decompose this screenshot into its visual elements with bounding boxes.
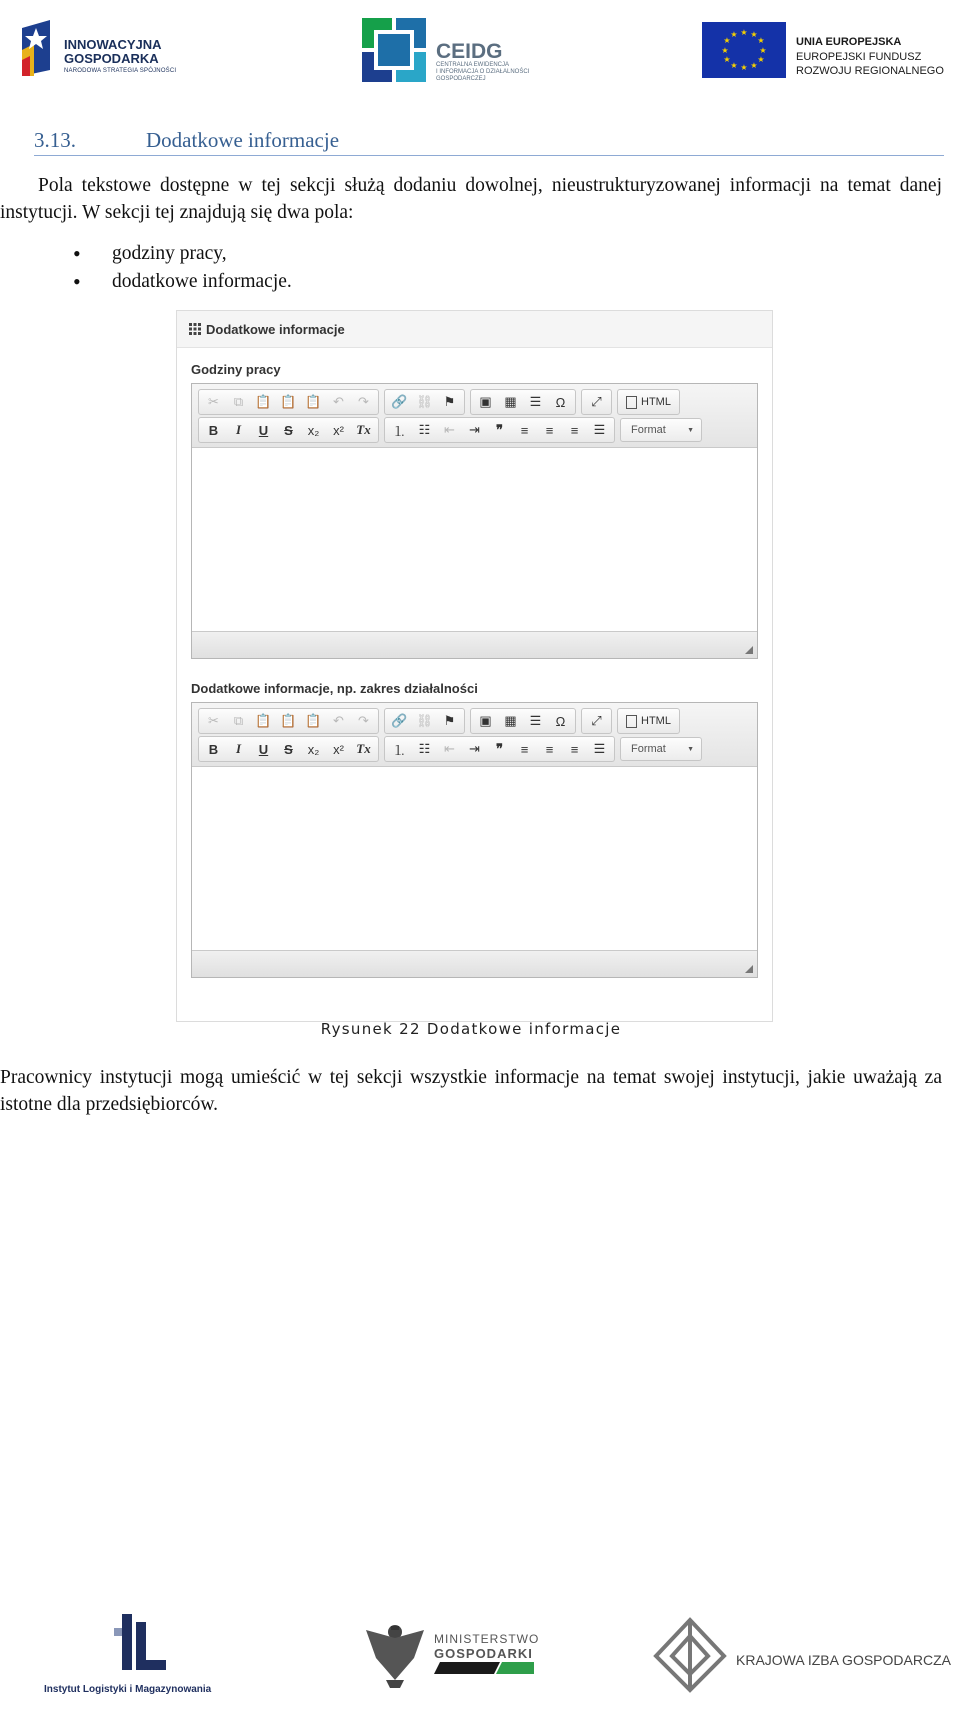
- editor-status-bar: [192, 951, 757, 977]
- html-label: HTML: [641, 715, 671, 727]
- mg-line1: MINISTERSTWO: [434, 1632, 540, 1646]
- editor-text-area[interactable]: [192, 448, 757, 632]
- unlink-icon[interactable]: ⛓: [416, 394, 433, 409]
- maximize-icon[interactable]: ⤢: [591, 713, 602, 728]
- document-icon: [626, 396, 637, 409]
- cut-icon[interactable]: ✂: [208, 394, 219, 409]
- align-right-icon[interactable]: ≡: [570, 741, 579, 757]
- section-heading: [34, 128, 944, 156]
- rich-text-editor-godziny: [191, 383, 758, 659]
- ue-line2: EUROPEJSKI FUNDUSZ: [796, 51, 922, 63]
- svg-text:★: ★: [750, 30, 758, 39]
- svg-text:★: ★: [740, 28, 748, 37]
- image-icon[interactable]: ▣: [479, 394, 492, 409]
- svg-text:★: ★: [723, 36, 731, 45]
- align-right-icon[interactable]: ≡: [570, 422, 579, 438]
- field-label-godziny: Godziny pracy: [191, 362, 281, 377]
- panel-header: [177, 311, 772, 348]
- maximize-icon[interactable]: ⤢: [591, 394, 602, 409]
- ministerstwo-gospodarki-logo: [362, 1618, 542, 1692]
- subscript-button[interactable]: x₂: [307, 741, 320, 757]
- indent-icon[interactable]: ⇥: [469, 741, 480, 756]
- field-label-dodatkowe: Dodatkowe informacje, np. zakres działalności: [191, 681, 478, 696]
- align-justify-icon[interactable]: ☰: [593, 741, 606, 756]
- eu-flag-icon: [702, 22, 786, 78]
- horizontal-line-icon[interactable]: ☰: [529, 713, 542, 728]
- chevron-down-icon: ▼: [687, 426, 694, 434]
- unlink-icon[interactable]: ⛓: [416, 713, 433, 728]
- copy-icon[interactable]: ⧉: [233, 394, 244, 409]
- numbered-list-icon[interactable]: ⒈: [392, 742, 406, 758]
- italic-button[interactable]: I: [235, 741, 242, 756]
- italic-button[interactable]: I: [235, 422, 242, 437]
- link-icon[interactable]: 🔗: [391, 394, 408, 409]
- format-select[interactable]: [620, 737, 702, 761]
- ceidg-sub-line1: CENTRALNA EWIDENCJA: [436, 62, 510, 68]
- paste-word-icon[interactable]: 📋: [305, 394, 322, 409]
- mg-line2: GOSPODARKI: [434, 1646, 533, 1661]
- paste-icon[interactable]: 📋: [255, 713, 272, 728]
- align-left-icon[interactable]: ≡: [520, 422, 529, 438]
- align-justify-icon[interactable]: ☰: [593, 422, 606, 437]
- bullet-item: • dodatkowe informacje.: [70, 268, 292, 296]
- editor-text-area[interactable]: [192, 767, 757, 951]
- subscript-button[interactable]: x₂: [307, 422, 320, 438]
- svg-text:★: ★: [723, 55, 731, 64]
- bullet-list: [70, 240, 292, 296]
- bold-button[interactable]: B: [208, 422, 219, 438]
- horizontal-line-icon[interactable]: ☰: [529, 394, 542, 409]
- blockquote-icon[interactable]: ❞: [496, 741, 503, 756]
- mg-stripe-icon: [434, 1662, 534, 1674]
- section-title: Dodatkowe informacje: [146, 128, 340, 152]
- bullet-list-icon[interactable]: ☷: [418, 422, 431, 437]
- align-center-icon[interactable]: ≡: [545, 422, 554, 438]
- page-footer: [0, 1610, 960, 1700]
- svg-text:★: ★: [740, 63, 748, 72]
- numbered-list-icon[interactable]: ⒈: [392, 423, 406, 439]
- page-header: [0, 14, 960, 94]
- html-label: HTML: [641, 396, 671, 408]
- kig-mark-icon: [652, 1616, 728, 1694]
- format-select[interactable]: [620, 418, 702, 442]
- ig-star-icon: [20, 20, 52, 76]
- ceidg-sub-line3: GOSPODARCZEJ: [436, 76, 486, 82]
- anchor-flag-icon[interactable]: ⚑: [443, 713, 456, 728]
- figure-screenshot: [176, 310, 773, 1022]
- image-icon[interactable]: ▣: [479, 713, 492, 728]
- resize-handle-icon[interactable]: [745, 965, 753, 973]
- remove-format-button[interactable]: Tx: [356, 422, 371, 437]
- copy-icon[interactable]: ⧉: [233, 713, 244, 728]
- document-icon: [626, 715, 637, 728]
- ceidg-subtitle: [436, 62, 556, 83]
- svg-text:★: ★: [757, 55, 765, 64]
- bold-button[interactable]: B: [208, 741, 219, 757]
- remove-format-button[interactable]: Tx: [356, 741, 371, 756]
- cut-icon[interactable]: ✂: [208, 713, 219, 728]
- outdent-icon[interactable]: ⇤: [444, 741, 455, 756]
- ceidg-sub-line2: I INFORMACJA O DZIAŁALNOŚCI: [436, 69, 530, 75]
- outdent-icon[interactable]: ⇤: [444, 422, 455, 437]
- rich-text-editor-dodatkowe: [191, 702, 758, 978]
- ig-line2: GOSPODARKA: [64, 51, 159, 66]
- svg-text:★: ★: [750, 61, 758, 70]
- ceidg-mark-icon: [362, 18, 426, 82]
- ceidg-logo: [362, 18, 562, 84]
- panel-title: Dodatkowe informacje: [206, 321, 345, 337]
- editor-toolbar: [192, 384, 757, 448]
- ig-line3: NARODOWA STRATEGIA SPÓJNOŚCI: [64, 68, 177, 74]
- redo-icon[interactable]: ↷: [358, 394, 369, 409]
- strike-button[interactable]: S: [284, 741, 293, 757]
- ue-line3: ROZWOJU REGIONALNEGO: [796, 65, 944, 77]
- anchor-flag-icon[interactable]: ⚑: [443, 394, 456, 409]
- intro-paragraph: Pola tekstowe dostępne w tej sekcji służą dodaniu dowolnej, nieustrukturyzowanej informacji na temat danej instytucji. W sekcji tej znajdują się dwa pola:: [0, 175, 942, 223]
- blockquote-icon[interactable]: ❞: [496, 422, 503, 437]
- editor-toolbar: [192, 703, 757, 767]
- paste-text-icon[interactable]: 📋: [280, 713, 297, 728]
- indent-icon[interactable]: ⇥: [469, 422, 480, 437]
- undo-icon[interactable]: ↶: [333, 713, 344, 728]
- format-label: Format: [631, 743, 666, 755]
- underline-button[interactable]: U: [258, 422, 269, 438]
- undo-icon[interactable]: ↶: [333, 394, 344, 409]
- closing-paragraph: Pracownicy instytucji mogą umieścić w tej sekcji wszystkie informacje na temat swojej instytucji, jakie uważają za istotne dla przedsiębiorców.: [0, 1067, 942, 1115]
- ilim-name: Instytut Logistyki i Magazynowania: [44, 1684, 212, 1695]
- svg-text:★: ★: [730, 30, 738, 39]
- superscript-button[interactable]: x²: [333, 741, 344, 757]
- paste-word-icon[interactable]: 📋: [305, 713, 322, 728]
- strike-button[interactable]: S: [284, 422, 293, 438]
- format-label: Format: [631, 424, 666, 436]
- figure-caption: Rysunek 22 Dodatkowe informacje: [320, 1020, 622, 1038]
- krajowa-izba-gospodarcza-logo: [652, 1616, 952, 1696]
- align-center-icon[interactable]: ≡: [545, 741, 554, 757]
- table-icon[interactable]: ▦: [504, 394, 517, 409]
- svg-text:★: ★: [759, 46, 767, 55]
- chevron-down-icon: ▼: [687, 745, 694, 753]
- grid-icon: [189, 323, 201, 335]
- ig-line1: INNOWACYJNA: [64, 37, 162, 52]
- ilim-logo: [44, 1610, 224, 1700]
- html-source-button[interactable]: [620, 710, 677, 732]
- table-icon[interactable]: ▦: [504, 713, 517, 728]
- redo-icon[interactable]: ↷: [358, 713, 369, 728]
- paste-icon[interactable]: 📋: [255, 394, 272, 409]
- kig-name: KRAJOWA IZBA GOSPODARCZA: [736, 1652, 951, 1668]
- special-char-icon[interactable]: Ω: [555, 394, 566, 410]
- innowacyjna-gospodarka-logo: [20, 20, 195, 80]
- svg-text:★: ★: [721, 46, 729, 55]
- underline-button[interactable]: U: [258, 741, 269, 757]
- link-icon[interactable]: 🔗: [391, 713, 408, 728]
- section-number: 3.13.: [34, 128, 76, 152]
- ceidg-name: CEIDG: [436, 40, 503, 63]
- bullet-item: • godziny pracy,: [70, 240, 292, 268]
- special-char-icon[interactable]: Ω: [555, 713, 566, 729]
- html-source-button[interactable]: [620, 391, 677, 413]
- svg-text:★: ★: [730, 61, 738, 70]
- paste-text-icon[interactable]: 📋: [280, 394, 297, 409]
- superscript-button[interactable]: x²: [333, 422, 344, 438]
- editor-status-bar: [192, 632, 757, 658]
- ilim-mark-icon: [114, 1614, 166, 1674]
- resize-handle-icon[interactable]: [745, 646, 753, 654]
- bullet-list-icon[interactable]: ☷: [418, 741, 431, 756]
- ue-line1: UNIA EUROPEJSKA: [796, 36, 902, 48]
- svg-text:★: ★: [757, 36, 765, 45]
- eagle-emblem-icon: [362, 1618, 428, 1688]
- unia-europejska-logo: [702, 22, 947, 82]
- align-left-icon[interactable]: ≡: [520, 741, 529, 757]
